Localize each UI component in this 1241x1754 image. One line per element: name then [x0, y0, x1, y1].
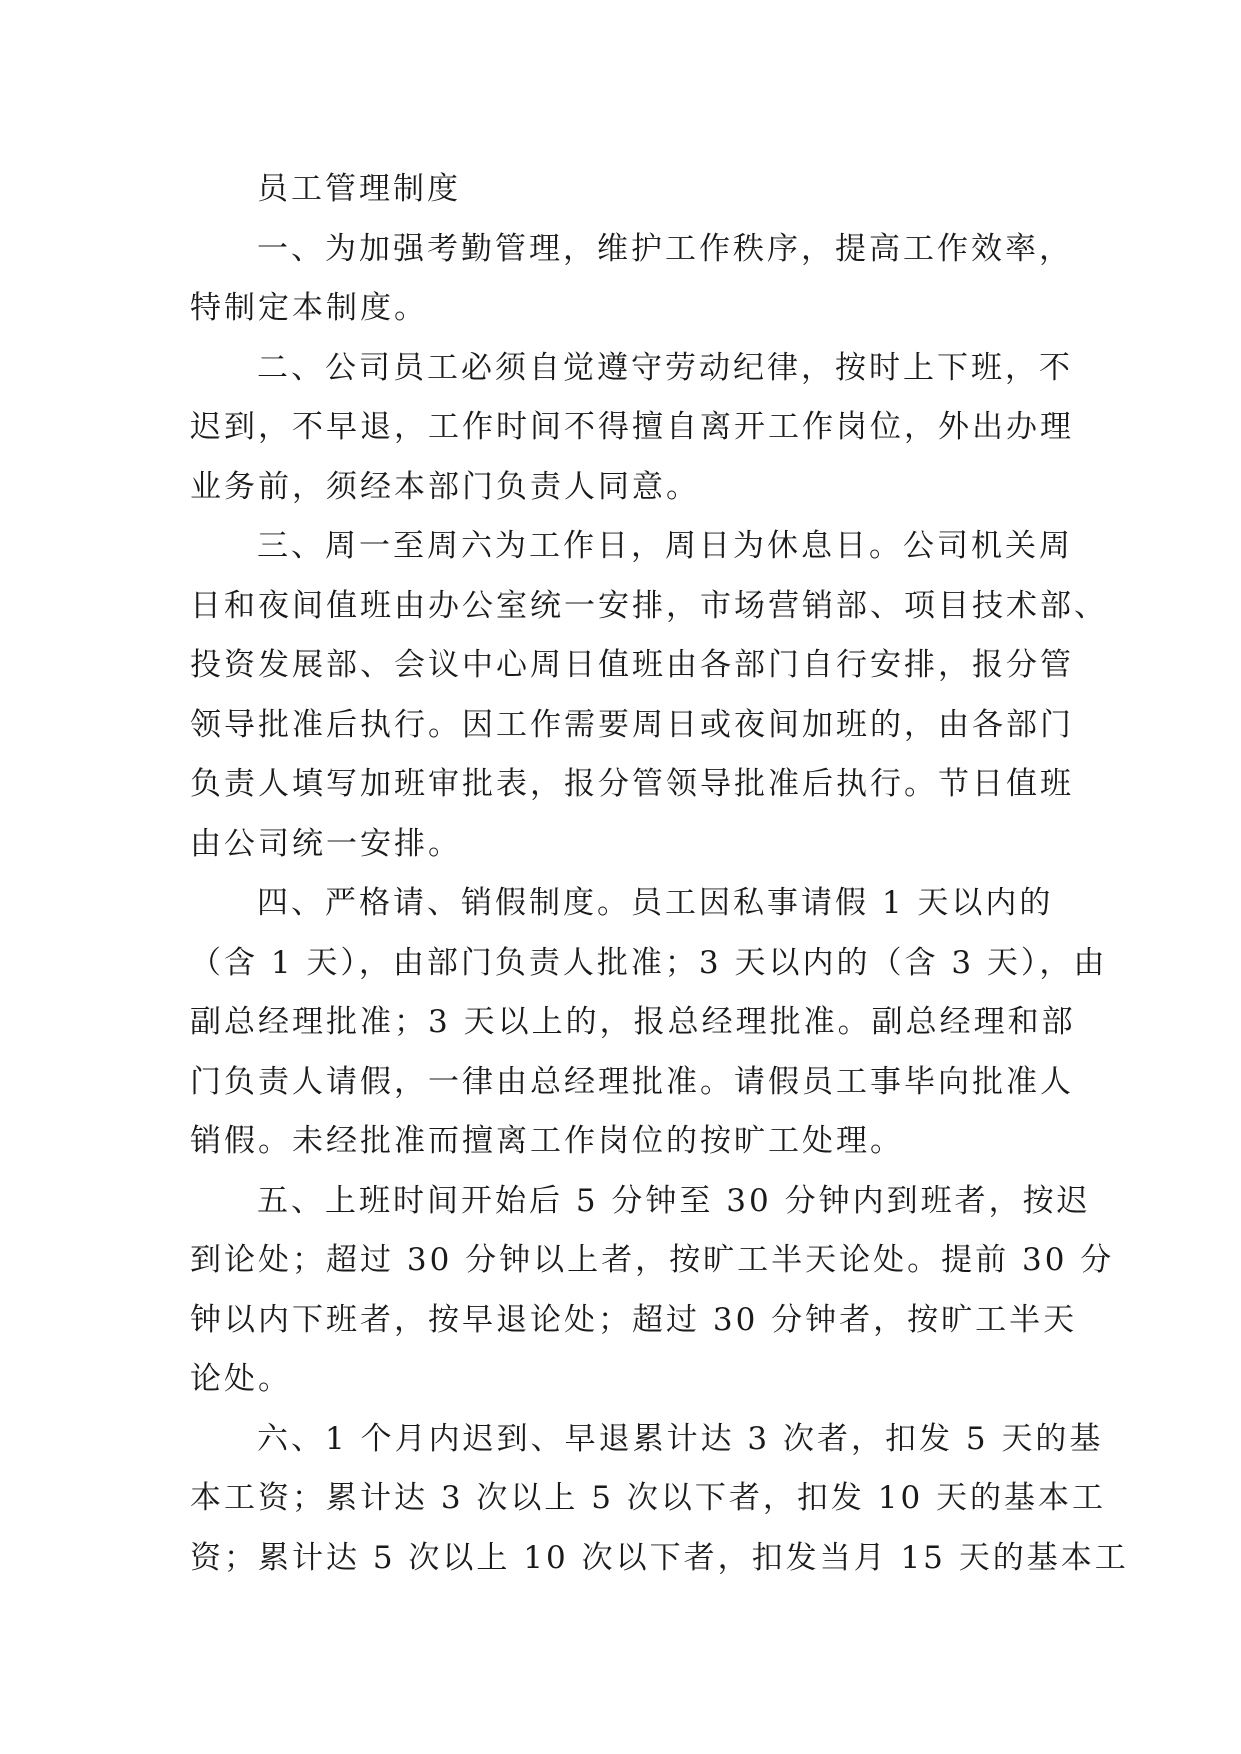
paragraph-line: 三、周一至周六为工作日，周日为休息日。公司机关周: [257, 528, 1073, 564]
paragraph-line: 钟以内下班者，按早退论处；超过 30 分钟者，按旷工半天: [190, 1301, 1078, 1338]
paragraph-line: 论处。: [190, 1361, 292, 1397]
paragraph-line: 四、严格请、销假制度。员工因私事请假 1 天以内的: [257, 885, 1054, 921]
paragraph-line: 业务前，须经本部门负责人同意。: [190, 468, 700, 505]
paragraph-line: （含 1 天），由部门负责人批准；3 天以内的（含 3 天），由: [190, 944, 1108, 981]
paragraph-line: 六、1 个月内迟到、早退累计达 3 次者，扣发 5 天的基: [257, 1420, 1104, 1457]
paragraph-line: 由公司统一安排。: [190, 825, 462, 862]
paragraph-line: 负责人填写加班审批表，报分管领导批准后执行。节日值班: [190, 766, 1074, 802]
paragraph-line: 一、为加强考勤管理，维护工作秩序，提高工作效率，: [257, 230, 1073, 267]
paragraph-line: 本工资；累计达 3 次以上 5 次以下者，扣发 10 天的基本工: [190, 1480, 1107, 1516]
paragraph-line: 二、公司员工必须自觉遵守劳动纪律，按时上下班，不: [257, 349, 1073, 386]
paragraph-line: 特制定本制度。: [190, 290, 428, 326]
paragraph-line: 副总经理批准；3 天以上的，报总经理批准。副总经理和部: [190, 1004, 1076, 1040]
paragraph-line: 销假。未经批准而擅离工作岗位的按旷工处理。: [190, 1123, 904, 1159]
document-title: 员工管理制度: [257, 171, 461, 207]
paragraph-line: 领导批准后执行。因工作需要周日或夜间加班的，由各部门: [190, 706, 1074, 743]
paragraph-line: 投资发展部、会议中心周日值班由各部门自行安排，报分管: [190, 647, 1074, 683]
paragraph-line: 五、上班时间开始后 5 分钟至 30 分钟内到班者，按迟: [257, 1182, 1091, 1219]
paragraph-line: 迟到，不早退，工作时间不得擅自离开工作岗位，外出办理: [190, 409, 1074, 445]
paragraph-line: 资；累计达 5 次以上 10 次以下者，扣发当月 15 天的基本工: [190, 1539, 1129, 1576]
document-body: [190, 160, 1129, 1588]
paragraph-line: 门负责人请假，一律由总经理批准。请假员工事毕向批准人: [190, 1063, 1074, 1100]
paragraph-line: 日和夜间值班由办公室统一安排，市场营销部、项目技术部、: [190, 587, 1108, 624]
paragraph-line: 到论处；超过 30 分钟以上者，按旷工半天论处。提前 30 分: [190, 1242, 1115, 1278]
